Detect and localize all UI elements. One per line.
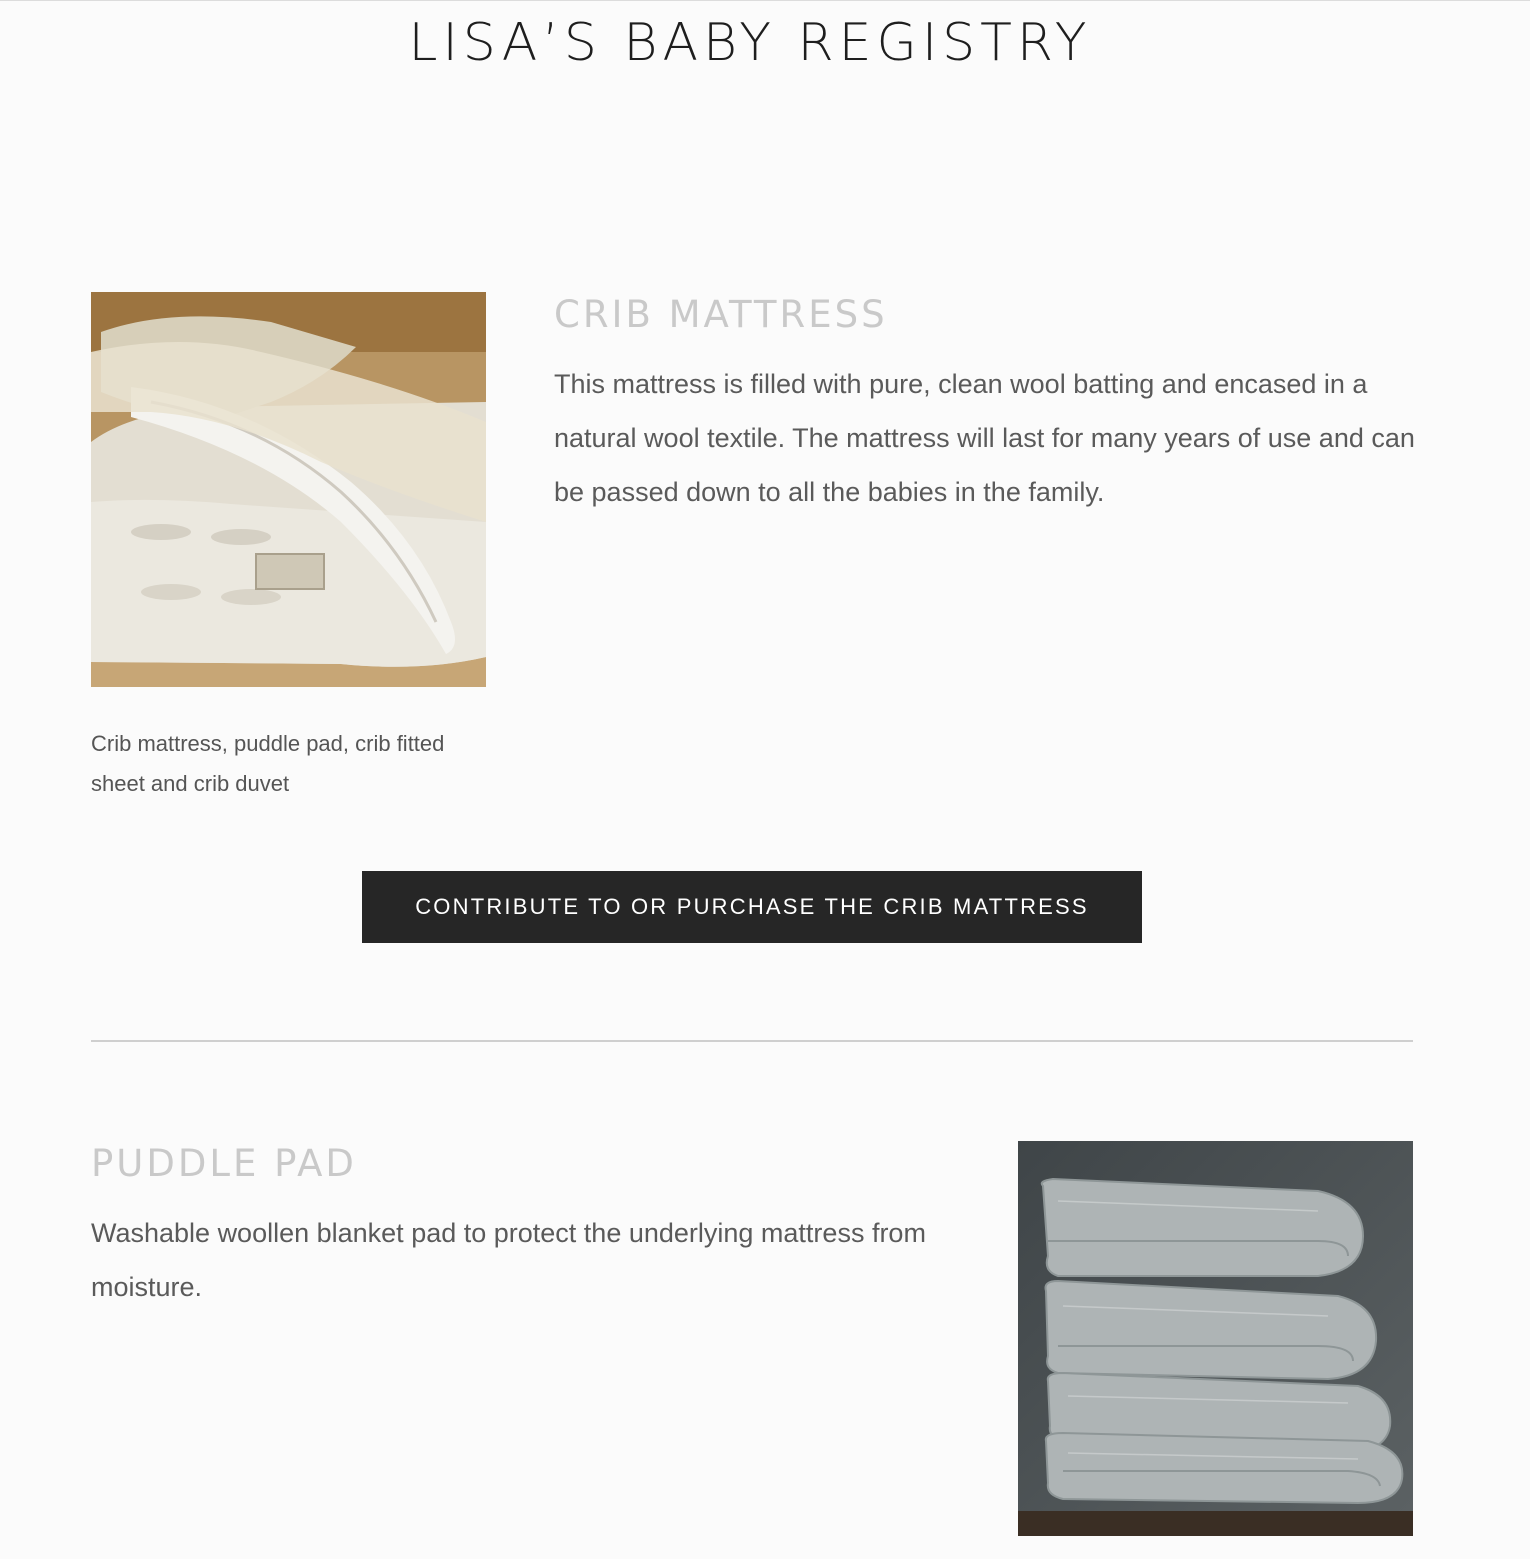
- page-title: LISA’S BABY REGISTRY: [408, 13, 1092, 73]
- top-border: [0, 0, 1530, 1]
- puddle-pad-description: Washable woollen blanket pad to protect the underlying mattress from moisture.: [91, 1218, 926, 1302]
- purchase-crib-mattress-button[interactable]: CONTRIBUTE TO OR PURCHASE THE CRIB MATTRESS: [362, 871, 1142, 943]
- puddle-pad-heading: PUDDLE PAD: [91, 1142, 357, 1185]
- puddle-pad-image: [1018, 1141, 1413, 1536]
- crib-mattress-image-caption: Crib mattress, puddle pad, crib fitted sheet and crib duvet: [91, 731, 445, 796]
- crib-mattress-description: This mattress is filled with pure, clean wool batting and encased in a natural wool textile. The mattress will last for many years of use and can be passed down to all the babies in the family.: [554, 369, 1415, 507]
- section-divider: [91, 1040, 1413, 1042]
- crib-mattress-image: [91, 292, 486, 687]
- crib-mattress-heading: CRIB MATTRESS: [554, 293, 888, 336]
